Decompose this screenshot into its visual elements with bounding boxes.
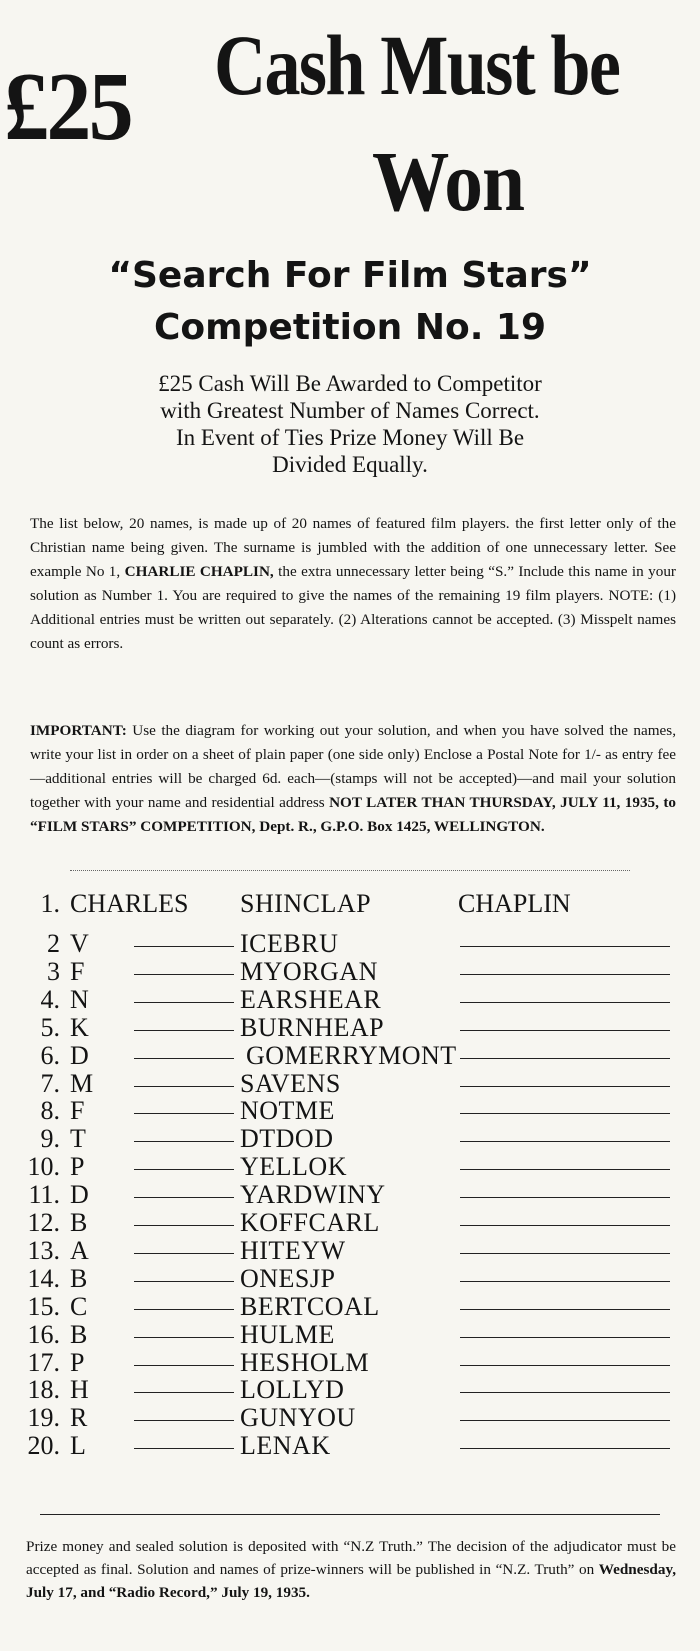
prize-line: £25 Cash Will Be Awarded to Competitor bbox=[158, 371, 542, 396]
puzzle-row bbox=[0, 1432, 700, 1460]
example-name: CHARLIE CHAPLIN, bbox=[124, 563, 274, 580]
blank-line bbox=[134, 1169, 234, 1170]
jumbled-surname: ICEBRU bbox=[240, 929, 339, 958]
row-number: 3 bbox=[47, 956, 60, 986]
first-initial: M bbox=[70, 1068, 94, 1098]
row-number: 14. bbox=[27, 1263, 60, 1293]
footer-paragraph bbox=[26, 1535, 676, 1604]
answer-line bbox=[460, 946, 670, 947]
first-initial: D bbox=[70, 1180, 89, 1210]
puzzle-row bbox=[0, 986, 700, 1014]
prize-line: In Event of Ties Prize Money Will Be bbox=[175, 425, 525, 450]
answer-line bbox=[460, 1002, 670, 1003]
row-number: 10. bbox=[27, 1152, 60, 1182]
blank-line bbox=[134, 1392, 234, 1393]
jumbled-surname: BURNHEAP bbox=[240, 1012, 385, 1042]
blank-line bbox=[134, 1253, 234, 1254]
jumbled-surname: LENAK bbox=[240, 1431, 331, 1461]
jumbled-surname: EARSHEAR bbox=[240, 984, 382, 1014]
blank-line bbox=[134, 1141, 234, 1142]
puzzle-row bbox=[0, 1125, 700, 1153]
blank-line bbox=[134, 1365, 234, 1366]
first-initial: B bbox=[70, 1319, 88, 1349]
jumbled-surname: LOLLYD bbox=[240, 1375, 345, 1405]
row-number: 20. bbox=[27, 1431, 60, 1461]
jumbled-surname: HESHOLM bbox=[240, 1347, 370, 1377]
first-initial: C bbox=[70, 1291, 88, 1321]
row-number: 15. bbox=[27, 1291, 60, 1321]
puzzle-row bbox=[0, 1376, 700, 1404]
deadline-text: NOT LATER THAN THURSDAY, JULY 11, 1935, to “FILM STARS” COMPETITION, Dept. R., G.P.O. Box 1425, WELLINGTON. bbox=[30, 794, 676, 835]
answer-line bbox=[460, 974, 670, 975]
jumbled-surname: YARDWINY bbox=[240, 1180, 386, 1210]
answer-line bbox=[460, 1169, 670, 1170]
headline-line-2: Won bbox=[372, 133, 525, 229]
row-number: 17. bbox=[27, 1347, 60, 1377]
first-initial: F bbox=[70, 1096, 85, 1126]
blank-line bbox=[134, 1113, 234, 1114]
first-initial: K bbox=[70, 1012, 89, 1042]
row-number: 9. bbox=[40, 1124, 60, 1154]
row-number: 6. bbox=[40, 1040, 60, 1070]
row-number: 8. bbox=[40, 1096, 60, 1126]
divider bbox=[70, 870, 630, 871]
puzzle-row bbox=[0, 1321, 700, 1349]
blank-line bbox=[134, 1086, 234, 1087]
puzzle-row bbox=[0, 1097, 700, 1125]
row-number: 18. bbox=[27, 1375, 60, 1405]
important-paragraph bbox=[30, 719, 676, 839]
instructions-text: The list below, 20 names, is made up of 20 names of featured film players. the first letter only of the Christian name being given. The surname is jumbled with the addition of one unnecessary letter. See example No 1, bbox=[30, 515, 676, 580]
puzzle-row bbox=[0, 1349, 700, 1377]
row-number: 4. bbox=[40, 984, 60, 1014]
row-number: 12. bbox=[27, 1208, 60, 1237]
prize-line: with Greatest Number of Names Correct. bbox=[160, 398, 540, 423]
jumbled-surname: ONESJP bbox=[240, 1263, 336, 1293]
row-number: 1. bbox=[40, 889, 60, 918]
answer-line bbox=[460, 1197, 670, 1198]
answer-line bbox=[460, 1365, 670, 1366]
row-number: 11. bbox=[28, 1180, 60, 1210]
answer-line bbox=[460, 1141, 670, 1142]
jumbled-surname: KOFFCARL bbox=[240, 1208, 380, 1237]
first-initial: A bbox=[70, 1235, 89, 1265]
important-label: IMPORTANT: bbox=[30, 722, 127, 739]
blank-line bbox=[134, 1225, 234, 1226]
example-row bbox=[0, 890, 700, 918]
jumbled-surname: YELLOK bbox=[240, 1152, 347, 1182]
answer-line bbox=[460, 1225, 670, 1226]
answer-line bbox=[460, 1113, 670, 1114]
instructions-paragraph bbox=[30, 512, 676, 656]
answer-line bbox=[460, 1337, 670, 1338]
row-number: 16. bbox=[27, 1319, 60, 1349]
answer-line bbox=[460, 1086, 670, 1087]
first-initial: D bbox=[70, 1040, 89, 1070]
puzzle-row bbox=[0, 1265, 700, 1293]
example-first-name: CHARLES bbox=[70, 889, 189, 918]
answer-line bbox=[460, 1392, 670, 1393]
first-initial: N bbox=[70, 984, 89, 1014]
row-number: 2 bbox=[47, 929, 60, 958]
blank-line bbox=[134, 1002, 234, 1003]
jumbled-surname: GUNYOU bbox=[240, 1403, 356, 1433]
row-number: 19. bbox=[27, 1403, 60, 1433]
blank-line bbox=[134, 1309, 234, 1310]
blank-line bbox=[134, 946, 234, 947]
important-text: Use the diagram for working out your solution, and when you have solved the names, write your list in order on a sheet of plain paper (one side only) Enclose a Postal Note for 1/- as entry fee—additional entries will be charged 6d. each—(stamps will not be accepted)—and mail your solution together with your name and residential address bbox=[30, 722, 677, 811]
first-initial: V bbox=[70, 929, 89, 958]
row-number: 13. bbox=[27, 1235, 60, 1265]
row-number: 7. bbox=[40, 1068, 60, 1098]
blank-line bbox=[134, 974, 234, 975]
puzzle-row bbox=[0, 1153, 700, 1181]
answer-line bbox=[460, 1030, 670, 1031]
answer-line bbox=[460, 1420, 670, 1421]
prize-line: Divided Equally. bbox=[272, 452, 428, 477]
row-number: 5. bbox=[40, 1012, 60, 1042]
blank-line bbox=[134, 1197, 234, 1198]
blank-line bbox=[134, 1448, 234, 1449]
example-jumbled: SHINCLAP bbox=[240, 889, 372, 918]
blank-line bbox=[134, 1058, 234, 1059]
puzzle-row bbox=[0, 930, 700, 958]
puzzle-row bbox=[0, 958, 700, 986]
puzzle-row bbox=[0, 1181, 700, 1209]
first-initial: P bbox=[70, 1347, 85, 1377]
first-initial: H bbox=[70, 1375, 89, 1405]
divider bbox=[40, 1514, 660, 1515]
blank-line bbox=[134, 1281, 234, 1282]
puzzle-row bbox=[0, 1293, 700, 1321]
puzzle-row bbox=[0, 1042, 700, 1070]
answer-line bbox=[460, 1309, 670, 1310]
prize-amount-headline: £25 bbox=[4, 53, 131, 161]
answer-line bbox=[460, 1253, 670, 1254]
first-initial: P bbox=[70, 1152, 85, 1182]
answer-line bbox=[460, 1058, 670, 1059]
footer-text: Prize money and sealed solution is deposited with “N.Z Truth.” The decision of the adjudicator must be accepted as final. Solution and names of prize-winners will be published in “N.Z. Truth” on bbox=[26, 1538, 676, 1578]
jumbled-surname: DTDOD bbox=[240, 1124, 334, 1154]
jumbled-surname: NOTME bbox=[240, 1096, 335, 1126]
blank-line bbox=[134, 1420, 234, 1421]
instructions-text: the extra unnecessary letter being “S.” Include this name in your solution as Number 1. You are required to give the names of the remaining 19 film players. NOTE: (1) Additional entries must be written out separately. (2) Alterations cannot be accepted. (3) Misspelt names count as errors. bbox=[30, 563, 676, 652]
competition-title: “Search For Film Stars” bbox=[108, 255, 592, 296]
headline-line-1: Cash Must be bbox=[214, 17, 620, 113]
puzzle-row bbox=[0, 1404, 700, 1432]
answer-line bbox=[460, 1281, 670, 1282]
first-initial: R bbox=[70, 1403, 88, 1433]
footer-dates: Wednesday, July 17, and “Radio Record,” July 19, 1935. bbox=[26, 1561, 676, 1601]
first-initial: L bbox=[70, 1431, 86, 1461]
first-initial: B bbox=[70, 1208, 88, 1237]
jumbled-surname: GOMERRYMONT bbox=[246, 1040, 457, 1070]
jumbled-surname: BERTCOAL bbox=[240, 1291, 380, 1321]
blank-line bbox=[134, 1030, 234, 1031]
answer-line bbox=[460, 1448, 670, 1449]
prize-description bbox=[40, 370, 660, 478]
puzzle-row bbox=[0, 1070, 700, 1098]
first-initial: T bbox=[70, 1124, 86, 1154]
puzzle-row bbox=[0, 1209, 700, 1237]
blank-line bbox=[134, 1337, 234, 1338]
jumbled-surname: HITEYW bbox=[240, 1235, 346, 1265]
example-answer: CHAPLIN bbox=[458, 889, 571, 918]
first-initial: B bbox=[70, 1263, 88, 1293]
puzzle-row bbox=[0, 1237, 700, 1265]
puzzle-row bbox=[0, 1014, 700, 1042]
first-initial: F bbox=[70, 956, 85, 986]
jumbled-surname: HULME bbox=[240, 1319, 335, 1349]
jumbled-surname: MYORGAN bbox=[240, 956, 378, 986]
jumbled-surname: SAVENS bbox=[240, 1068, 341, 1098]
competition-number: Competition No. 19 bbox=[153, 307, 546, 348]
